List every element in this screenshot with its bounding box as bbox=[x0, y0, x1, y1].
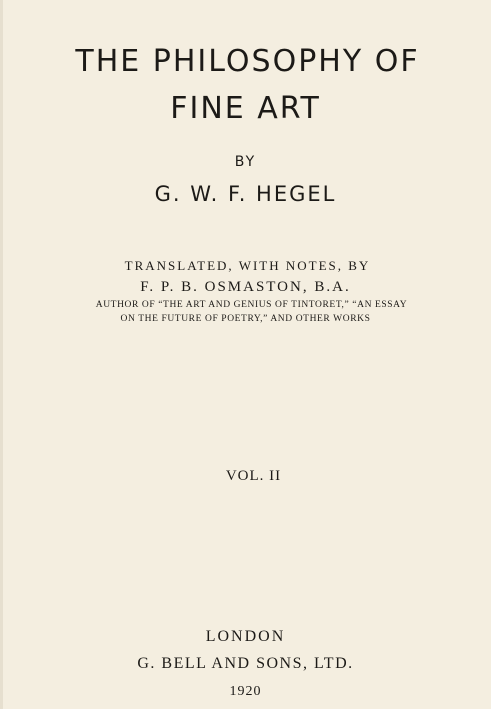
translator-works-line-1: AUTHOR OF “THE ART AND GENIUS OF TINTORET,” “AN ESSAY bbox=[95, 300, 408, 310]
book-title-line-1: THE PHILOSOPHY OF bbox=[75, 44, 420, 79]
book-title-line-2: FINE ART bbox=[170, 91, 321, 126]
publisher-name: G. BELL AND SONS, LTD. bbox=[137, 655, 354, 672]
translated-by-label: TRANSLATED, WITH NOTES, BY bbox=[124, 258, 371, 273]
publication-year: 1920 bbox=[229, 684, 262, 699]
publication-city: LONDON bbox=[205, 628, 286, 645]
author-name: G. W. F. HEGEL bbox=[154, 182, 337, 206]
translator-works-line-2: ON THE FUTURE OF POETRY,” AND OTHER WORKS bbox=[120, 314, 371, 324]
volume-number: VOL. II bbox=[225, 468, 282, 484]
translator-name: F. P. B. OSMASTON, B.A. bbox=[140, 279, 351, 295]
by-label: BY bbox=[234, 154, 257, 170]
